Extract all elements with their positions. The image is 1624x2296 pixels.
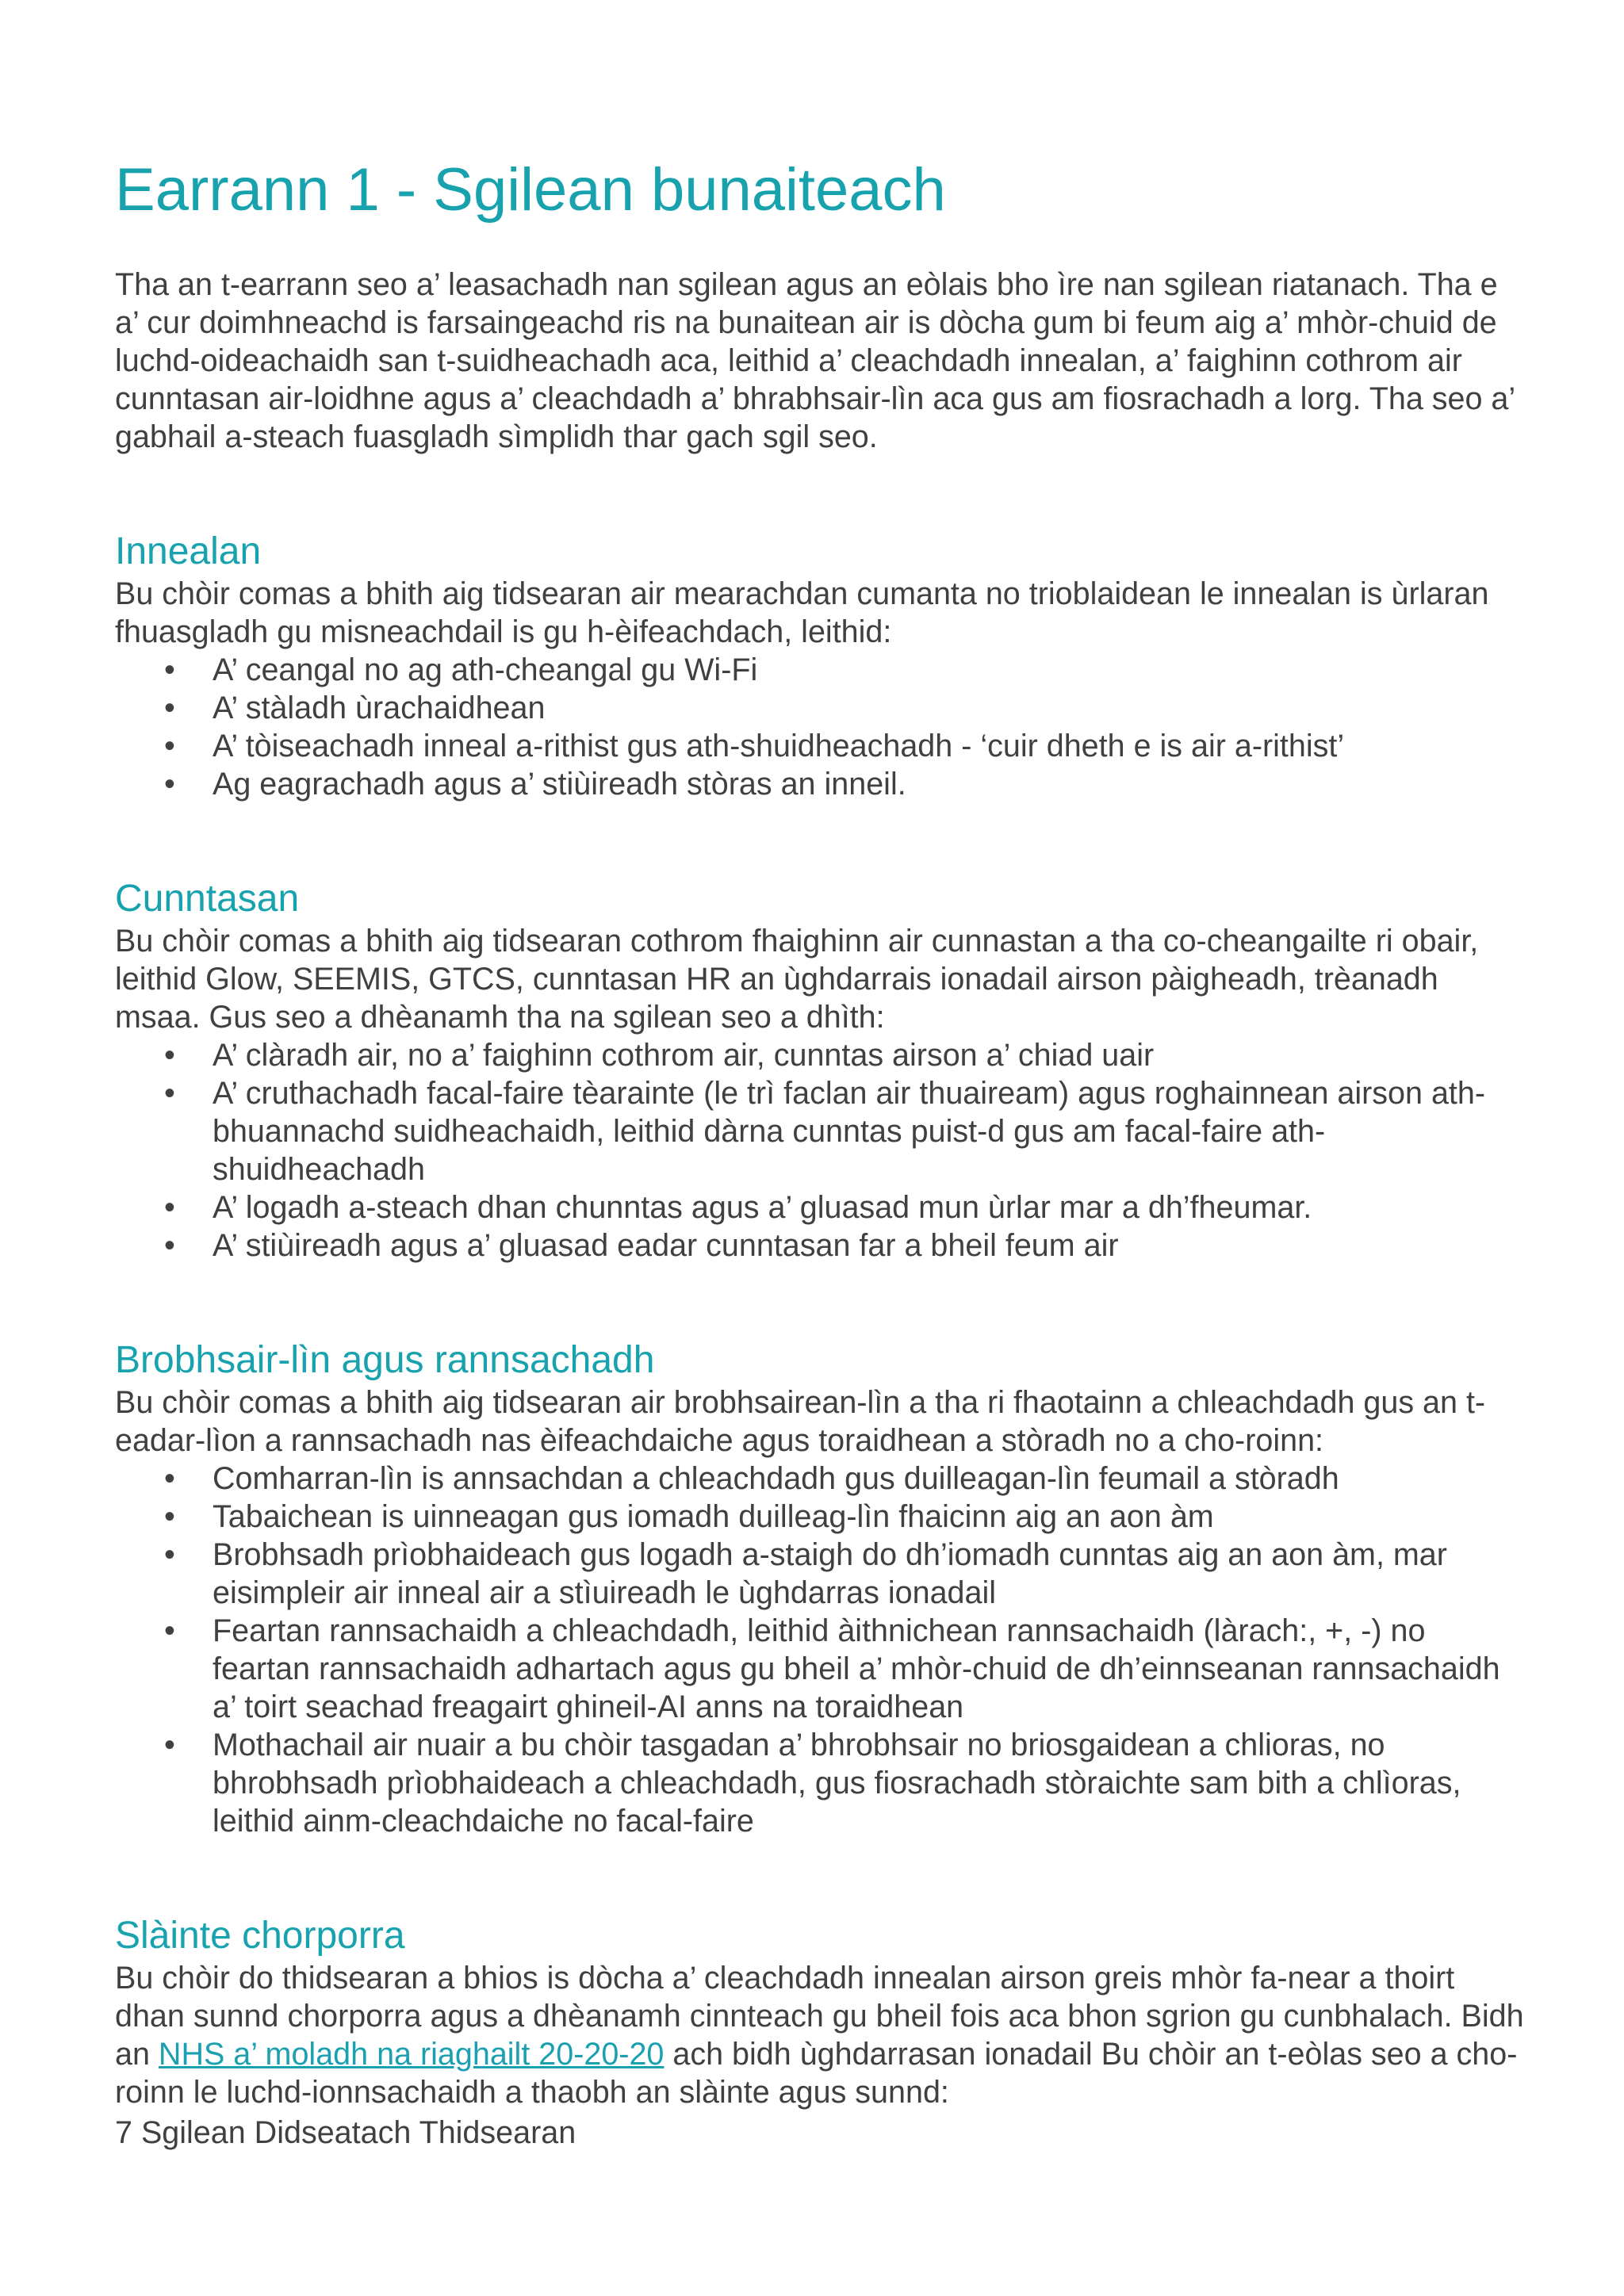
list-item: [115, 651, 1526, 689]
section-body: Bu chòir comas a bhith aig tidsearan cothrom fhaighinn air cunnastan a tha co-cheangailte ri obair, leithid Glow, SEEMIS, GTCS, cunntasan HR an ùghdarrais ionadail airson pàigheadh, trèanadh msaa. Gus seo a dhèanamh tha na sgilean seo a dhìth:: [115, 924, 1479, 1035]
bullet-icon: •: [164, 652, 175, 687]
list-item-text: A’ stiùireadh agus a’ gluasad eadar cunntasan far a bheil feum air: [213, 1228, 1119, 1263]
document-page: [115, 151, 1526, 2111]
list-item: [115, 1188, 1526, 1226]
section-heading: Innealan: [115, 530, 262, 572]
list-item-text: A’ ceangal no ag ath-cheangal gu Wi-Fi: [213, 652, 758, 687]
list-item: [115, 1498, 1526, 1536]
bullet-icon: •: [164, 1613, 175, 1648]
section-body: Bu chòir comas a bhith aig tidsearan air mearachdan cumanta no trioblaidean le innealan is ùrlaran fhuasgladh gu misneachdail is gu h-èifeachdach, leithid:: [115, 576, 1489, 649]
list-item-text: A’ tòiseachadh inneal a-rithist gus ath-shuidheachadh - ‘cuir dheth e is air a-rithist’: [213, 729, 1345, 763]
bullet-icon: •: [164, 1728, 175, 1762]
list-item-text: A’ cruthachadh facal-faire tèarainte (le trì faclan air thuaiream) agus roghainnean airson ath-bhuannachd suidheachaidh, leithid dàrna cunntas puist-d gus am facal-faire ath-shuidheachadh: [213, 1076, 1486, 1187]
bullet-icon: •: [164, 1038, 175, 1073]
section-innealan: [115, 529, 1526, 803]
list-item: [115, 1074, 1526, 1188]
list-item-text: Comharran-lìn is annsachdan a chleachdadh gus duilleagan-lìn feumail a stòradh: [213, 1461, 1339, 1496]
list-item-text: Ag eagrachadh agus a’ stiùireadh stòras an inneil.: [213, 767, 906, 802]
bullet-icon: •: [164, 767, 175, 802]
section-body: Bu chòir comas a bhith aig tidsearan air brobhsairean-lìn a tha ri fhaotainn a chleachdadh gus an t-eadar-lìon a rannsachadh nas èifeachdaiche agus toraidhean a stòradh no a cho-roinn:: [115, 1385, 1486, 1458]
list-item: [115, 1036, 1526, 1074]
list-item-text: A’ logadh a-steach dhan chunntas agus a’ gluasad mun ùrlar mar a dh’fheumar.: [213, 1190, 1312, 1225]
nhs-20-20-20-link[interactable]: NHS a’ moladh na riaghailt 20-20-20: [158, 2037, 665, 2072]
list-item: [115, 1612, 1526, 1726]
page-footer: 7 Sgilean Didseatach Thidsearan: [115, 2115, 576, 2150]
section-cunntasan: [115, 876, 1526, 1265]
body-text-after-link: ach bidh ùghdarrasan ionadail Bu chòir an t-eòlas seo a cho-roinn le luchd-ionnsachaidh a thaobh an slàinte agus sunnd:: [115, 2037, 1518, 2110]
bullet-icon: •: [164, 1461, 175, 1496]
bullet-icon: •: [164, 1228, 175, 1263]
body-text-before-link: Bu chòir do thidsearan a bhios is dòcha a’ cleachdadh innealan airson greis mhòr fa-near a thoirt dhan sunnd chorporra agus a dhèanamh cinnteach gu bheil fois aca bhon sgrion gu cunbhalach. Bidh an: [115, 1961, 1524, 2072]
bullet-list: [115, 1036, 1526, 1265]
bullet-icon: •: [164, 691, 175, 725]
bullet-icon: •: [164, 729, 175, 763]
section-heading: Cunntasan: [115, 878, 300, 920]
list-item: [115, 765, 1526, 803]
list-item-text: A’ clàradh air, no a’ faighinn cothrom air, cunntas airson a’ chiad uair: [213, 1038, 1155, 1073]
section-slainte: [115, 1913, 1526, 2111]
list-item-text: Mothachail air nuair a bu chòir tasgadan a’ bhrobhsair no briosgaidean a chlioras, no bhrobhsadh prìobhaideach a chleachdadh, gus fiosrachadh stòraichte sam bith a chlìoras, leithid ainm-cleachdaiche no facal-faire: [213, 1728, 1461, 1839]
bullet-icon: •: [164, 1537, 175, 1572]
list-item-text: Brobhsadh prìobhaideach gus logadh a-staigh do dh’iomadh cunntas aig an aon àm, mar eisimpleir air inneal air a stìuireadh le ùghdarras ionadail: [213, 1537, 1447, 1610]
section-brobhsair: [115, 1337, 1526, 1840]
list-item: [115, 1536, 1526, 1612]
list-item-text: A’ stàladh ùrachaidhean: [213, 691, 546, 725]
list-item: [115, 727, 1526, 765]
section-body: [115, 1959, 1526, 2111]
list-item: [115, 689, 1526, 727]
list-item-text: Feartan rannsachaidh a chleachdadh, leithid àithnichean rannsachaidh (làrach:, +, -) no feartan rannsachaidh adhartach agus gu bheil a’ mhòr-chuid de dh’einnseanan rannsachaidh a’ toirt seachad freagairt ghineil-AI anns na toraidhean: [213, 1613, 1500, 1724]
bullet-list: [115, 1460, 1526, 1840]
bullet-icon: •: [164, 1190, 175, 1225]
bullet-icon: •: [164, 1076, 175, 1111]
list-item: [115, 1460, 1526, 1498]
section-heading: Slàinte chorporra: [115, 1915, 405, 1957]
bullet-list: [115, 651, 1526, 803]
list-item: [115, 1226, 1526, 1265]
bullet-icon: •: [164, 1499, 175, 1534]
intro-paragraph: Tha an t-earrann seo a’ leasachadh nan sgilean agus an eòlais bho ìre nan sgilean riatanach. Tha e a’ cur doimhneachd is farsaingeachd ris na bunaitean air is dòcha gum bi feum aig a’ mhòr-chuid de luchd-oideachaidh san t-suidheachadh aca, leithid a’ cleachdadh innealan, a’ faighinn cothrom air cunntasan air-loidhne agus a’ cleachdadh a’ bhrabhsair-lìn aca gus am fiosrachadh a lorg. Tha seo a’ gabhail a-steach fuasgladh sìmplidh thar gach sgil seo.: [115, 267, 1515, 454]
list-item: [115, 1726, 1526, 1840]
list-item-text: Tabaichean is uinneagan gus iomadh duilleag-lìn fhaicinn aig an aon àm: [213, 1499, 1214, 1534]
section-heading: Brobhsair-lìn agus rannsachadh: [115, 1339, 655, 1381]
page-title: Earrann 1 - Sgilean bunaiteach: [115, 156, 946, 224]
